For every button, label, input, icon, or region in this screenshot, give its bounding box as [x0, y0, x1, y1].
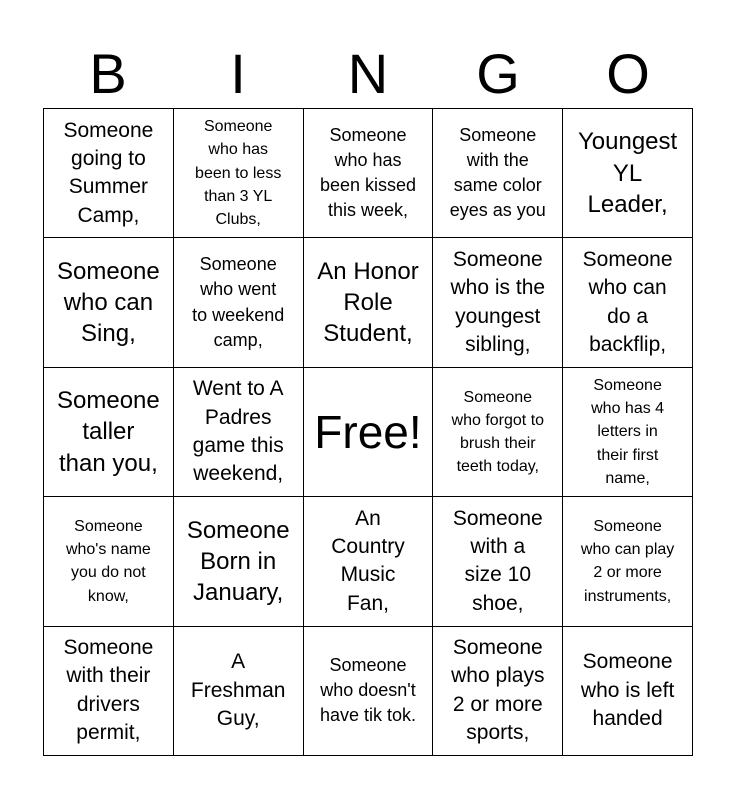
- cell-text: An Honor Role Student,: [317, 257, 419, 348]
- cell-text: Someone who went to weekend camp,: [192, 254, 285, 350]
- bingo-cell[interactable]: [304, 627, 434, 756]
- bingo-cell[interactable]: [304, 497, 434, 626]
- bingo-cell[interactable]: [44, 238, 174, 367]
- cell-text: Someone who is left handed: [580, 650, 675, 730]
- cell-text: Someone with their drivers permit,: [63, 636, 154, 745]
- bingo-cell[interactable]: [174, 627, 304, 756]
- cell-text: Someone going to Summer Camp,: [63, 118, 154, 227]
- bingo-cell[interactable]: [44, 627, 174, 756]
- free-space-cell[interactable]: [304, 368, 434, 497]
- bingo-cell[interactable]: [563, 238, 693, 367]
- header-letter-n: N: [347, 42, 389, 105]
- cell-text: Someone who can do a backflip,: [582, 247, 673, 356]
- cell-text: Someone with the same color eyes as you: [449, 124, 546, 221]
- bingo-cell[interactable]: [563, 109, 693, 238]
- cell-text: Someone who has been to less than 3 YL Clubs,: [195, 118, 282, 228]
- bingo-cell[interactable]: [433, 368, 563, 497]
- free-space-text: Free!: [314, 405, 422, 458]
- bingo-cell[interactable]: [563, 368, 693, 497]
- cell-text: Someone who has been kissed this week,: [319, 124, 417, 221]
- cell-text: An Country Music Fan,: [331, 506, 405, 615]
- cell-text: Youngest YL Leader,: [577, 128, 678, 218]
- bingo-cell[interactable]: [44, 497, 174, 626]
- bingo-cell[interactable]: [304, 109, 434, 238]
- cell-text: Someone who is the youngest sibling,: [450, 247, 546, 356]
- cell-text: Someone who can play 2 or more instruments,: [580, 518, 675, 605]
- header-letter-i: I: [230, 42, 246, 105]
- bingo-cell[interactable]: [433, 627, 563, 756]
- bingo-cell[interactable]: [304, 238, 434, 367]
- cell-text: Someone with a size 10 shoe,: [452, 506, 543, 615]
- cell-text: Someone who's name you do not know,: [65, 518, 151, 605]
- bingo-cell[interactable]: [433, 238, 563, 367]
- bingo-cell[interactable]: [433, 109, 563, 238]
- cell-text: A Freshman Guy,: [190, 650, 286, 730]
- cell-text: Went to A Padres game this weekend,: [192, 377, 284, 486]
- header-letter-b: B: [89, 42, 127, 105]
- bingo-cell[interactable]: [174, 368, 304, 497]
- bingo-cell[interactable]: [174, 238, 304, 367]
- cell-text: Someone Born in January,: [186, 516, 290, 606]
- cell-text: Someone who plays 2 or more sports,: [451, 636, 545, 745]
- bingo-board: [43, 108, 693, 756]
- cell-text: Someone taller than you,: [57, 387, 160, 477]
- cell-text: Someone who has 4 letters in their first name,: [591, 377, 665, 487]
- bingo-cell[interactable]: [44, 109, 174, 238]
- bingo-cell[interactable]: [563, 497, 693, 626]
- bingo-cell[interactable]: [174, 109, 304, 238]
- bingo-cell[interactable]: [174, 497, 304, 626]
- cell-text: Someone who can Sing,: [57, 257, 160, 348]
- cell-text: Someone who doesn't have tik tok.: [319, 655, 417, 726]
- header-letter-o: O: [606, 42, 650, 105]
- bingo-cell[interactable]: [563, 627, 693, 756]
- cell-text: Someone who forgot to brush their teeth today,: [451, 388, 545, 476]
- bingo-header: [43, 40, 693, 108]
- header-letter-g: G: [476, 42, 520, 105]
- bingo-cell[interactable]: [433, 497, 563, 626]
- bingo-cell[interactable]: [44, 368, 174, 497]
